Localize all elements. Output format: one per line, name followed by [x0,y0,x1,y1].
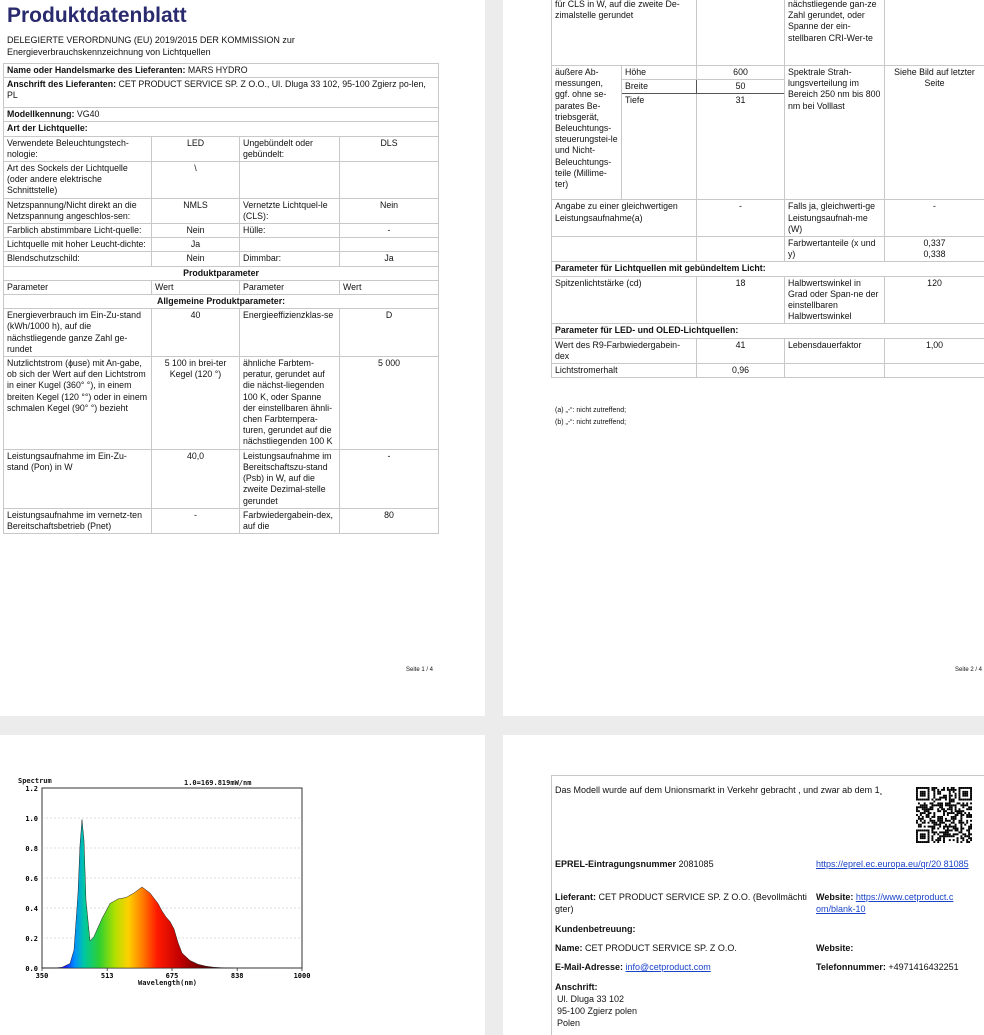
product-data-table [3,63,439,534]
cell: Leistungsaufnahme im Ein-Zu-stand (Pon) in W [4,449,152,508]
cell: NMLS [152,198,240,223]
cell: 40 [152,309,240,357]
cell: Wert des R9-Farbwiedergabein-dex [552,338,697,363]
x-axis-label: Wavelength(nm) [138,979,198,987]
email-row [555,961,711,973]
section-heading: Allgemeine Produktparameter: [4,295,439,309]
cell: Halbwertswinkel in Grad oder Span-ne der einstellbaren Halbwertswinkel [785,276,885,324]
cell: Höhe [622,66,697,80]
eprel-label: EPREL-Eintragungsnummer [555,859,677,869]
address-line: Ul. Dluga 33 102 [557,994,625,1004]
x-tick-label: 350 [35,972,49,980]
cell [885,364,984,378]
cell: \ [152,162,240,199]
page-number: Seite 2 / 4 [955,667,983,673]
table-row [552,338,984,363]
cell: 1,00 [885,338,984,363]
y-tick-label: 0.4 [25,905,38,913]
address-value: CET PRODUCT SERVICE SP. Z O.O., Ul. Dluga 33 102, 95-100 Zgierz po-len, PL [7,79,426,101]
email-label: E-Mail-Adresse: [555,962,624,972]
cell: 5 100 in brei-ter Kegel (120 °) [152,357,240,450]
service-label: Kundenbetreuung: [555,924,636,934]
regulation-intro: DELEGIERTE VERORDNUNG (EU) 2019/2015 DER KOMMISSION zur Energieverbrauchskennzeichnung von Lichtquellen [7,35,295,57]
cell: LED [152,136,240,161]
name-row [555,942,737,954]
column-header: Parameter [4,280,152,294]
website2-label: Website: [816,943,854,953]
cell: Lebensdauerfaktor [785,338,885,363]
cell [885,0,984,66]
model-label: Modellkennung: [7,109,75,120]
cell: Ja [152,238,240,252]
dimension-label: äußere Ab-messungen, ggf. ohne se-parates Be-triebsgerät, Beleuchtungs-steuerungstei-le und Nicht-Beleuchtungs-teile (Millime-ter) [552,66,622,200]
table-row [552,200,984,237]
table-row [4,238,439,252]
x-tick-label: 1000 [293,972,311,980]
supplier-row [555,891,807,915]
cell: - [697,200,785,237]
cell: 31 [697,94,785,200]
datasheet-page-3 [0,735,485,1035]
eprel-row [555,858,714,870]
x-tick-label: 675 [165,972,179,980]
section-row [4,266,439,280]
eprel-link[interactable]: https://eprel.ec.europa.eu/qr/20 81085 [816,859,969,869]
cell: Vernetzte Lichtquel-le (CLS): [240,198,340,223]
brand-label: Name oder Handelsmarke des Lieferanten: [7,65,186,75]
cell: 0,96 [697,364,785,378]
cell: für CLS in W, auf die zweite De-zimalstelle gerundet [552,0,697,66]
table-row [4,252,439,266]
cell: Leistungsaufnahme im Bereitschaftszu-stand (Psb) in W, auf die zweite Dezimal-stelle gerundet [240,449,340,508]
cell: Energieeffizienzklas-se [240,309,340,357]
cell: 40,0 [152,449,240,508]
dimension-row [552,66,984,80]
cell: Breite [622,80,697,94]
y-axis-label: Spectrum [18,777,52,785]
cell: Spitzenlichtstärke (cd) [552,276,697,324]
section-row [4,295,439,309]
cell: Nutzlichtstrom (ɸuse) mit An-gabe, ob sich der Wert auf den Lichtstrom in einer Kugel (360° °), in einem breiten Kegel (120 °°) oder in einem schmalen Kegel (90° °) bezieht [4,357,152,450]
cell: Art des Sockels der Lichtquelle (oder andere elektrische Schnittstelle) [4,162,152,199]
table-row [4,136,439,161]
market-text: Das Modell wurde auf dem Unionsmarkt in Verkehr gebracht , und zwar ab dem 1¸ [555,785,883,795]
cell: - [340,449,439,508]
brand-row [4,64,439,78]
table-row [552,364,984,378]
phone-row [816,961,959,973]
cell [340,162,439,199]
page-title: Produktdatenblatt [7,4,187,27]
y-tick-label: 0.2 [25,935,38,943]
y-tick-label: 0.0 [25,965,38,973]
page-number: Seite 1 / 4 [406,667,434,673]
cell [552,237,697,262]
datasheet-page-2 [503,0,984,716]
phone-value: +4971416432251 [888,962,959,972]
y-tick-label: 1.0 [25,815,38,823]
table-row [4,198,439,223]
section-row [552,324,984,338]
column-header: Wert [340,280,439,294]
column-header: Wert [152,280,240,294]
header-row [4,280,439,294]
section-heading: Parameter für LED- und OLED-Lichtquellen: [552,324,984,338]
cell [240,162,340,199]
cell: nächstliegende gan-ze Zahl gerundet, oder Spanne der ein-stellbaren CRI-Wer-te [785,0,885,66]
address-row [4,78,439,108]
cell: - [340,224,439,238]
section-row [552,262,984,276]
cell: Ungebündelt oder gebündelt: [240,136,340,161]
model-row [4,108,439,122]
cell: Netzspannung/Nicht direkt an die Netzspannung angeschlos-sen: [4,198,152,223]
cell: 41 [697,338,785,363]
table-row [4,508,439,533]
cell [697,0,785,66]
cell: Farblich abstimmbare Licht-quelle: [4,224,152,238]
table-row [4,357,439,450]
footnotes [555,405,626,429]
email-link[interactable]: info@cetproduct.com [625,962,711,972]
cell: - [152,508,240,533]
y-tick-label: 0.8 [25,845,38,853]
table-row [4,449,439,508]
cell [697,237,785,262]
cell: ähnliche Farbtem-peratur, gerundet auf die nächst-liegenden 100 K, oder Spanne der einstellbaren ähnli-chen Farbtempera-turen, gerundet auf die nächstliegenden 100 K [240,357,340,450]
cell: Blendschutzschild: [4,252,152,266]
datasheet-page-4 [503,735,984,1035]
cell: 50 [697,80,785,94]
name-label: Name: [555,943,583,953]
cell: Farbwiedergabein-dex, auf die [240,508,340,533]
address-label: Anschrift: [555,982,598,992]
cell: Falls ja, gleichwerti-ge Leistungsaufnah-me (W) [785,200,885,237]
address-line: Polen [557,1018,581,1028]
website-row [816,891,981,915]
table-row [552,237,984,262]
table-row [552,276,984,324]
cell: Nein [152,224,240,238]
cell: 5 000 [340,357,439,450]
cell: - [885,200,984,237]
chart-annotation: 1.0=169.819mW/nm [184,779,252,787]
cell: 600 [697,66,785,80]
name-value: CET PRODUCT SERVICE SP. Z O.O. [585,943,737,953]
y-tick-label: 1.2 [25,785,38,793]
x-tick-label: 513 [100,972,114,980]
cell: Nein [340,198,439,223]
light-type-label: Art der Lichtquelle: [4,122,439,136]
website-label: Website: [816,892,854,902]
eprel-value: 2081085 [678,859,714,869]
footnote-a: (a) „-“: nicht zutreffend; [555,407,627,414]
section-heading: Parameter für Lichtquellen mit gebündeltem Licht: [552,262,984,276]
cell: Nein [152,252,240,266]
cell [340,238,439,252]
model-value: VG40 [76,109,100,120]
cell: Tiefe [622,94,697,200]
cell: Farbwertanteile (x und y) [785,237,885,262]
brand-value: MARS HYDRO [187,65,248,75]
address-label: Anschrift des Lieferanten: [7,79,117,90]
cell: Leistungsaufnahme im vernetz-ten Bereitschaftsbetrieb (Pnet) [4,508,152,533]
cell: 120 [885,276,984,324]
cell: DLS [340,136,439,161]
website-link[interactable]: https://www.cetproduct.c om/blank-10 [816,892,954,914]
table-row [4,224,439,238]
supplier-value: CET PRODUCT SERVICE SP. Z O.O. (Bevollmächti gter) [555,892,807,914]
cell [240,238,340,252]
cell: D [340,309,439,357]
address-line: 95-100 Zgierz polen [557,1006,638,1016]
column-header: Parameter [240,280,340,294]
cell: 80 [340,508,439,533]
cell [785,364,885,378]
spectral-label: Spektrale Strah-lungsverteilung im Bereich 250 nm bis 800 nm bei Volllast [785,66,885,200]
cell: Verwendete Beleuchtungstech-nologie: [4,136,152,161]
datasheet-page-1 [0,0,485,716]
phone-label: Telefonnummer: [816,962,886,972]
cell: Angabe zu einer gleichwertigen Leistungsaufnahme(a) [552,200,697,237]
table-row [552,0,984,66]
x-tick-label: 838 [230,972,244,980]
cell: Energieverbrauch im Ein-Zu-stand (kWh/1000 h), auf die nächstliegende ganze Zahl ge-rundet [4,309,152,357]
table-row [4,309,439,357]
type-row [4,122,439,136]
cell: 0,337 0,338 [885,237,984,262]
product-data-table-continued [551,0,984,378]
cell: Ja [340,252,439,266]
table-row [4,162,439,199]
qr-code-icon[interactable] [916,787,972,843]
section-heading: Produktparameter [4,266,439,280]
cell: Lichtquelle mit hoher Leucht-dichte: [4,238,152,252]
footnote-b: (b) „-“: nicht zutreffend; [555,419,627,426]
supplier-label: Lieferant: [555,892,597,902]
cell: 18 [697,276,785,324]
cell: Lichtstromerhalt [552,364,697,378]
address-block [555,981,637,1029]
spectral-value: Siehe Bild auf letzter Seite [885,66,984,200]
cell: Dimmbar: [240,252,340,266]
cell: Hülle: [240,224,340,238]
y-tick-label: 0.6 [25,875,38,883]
